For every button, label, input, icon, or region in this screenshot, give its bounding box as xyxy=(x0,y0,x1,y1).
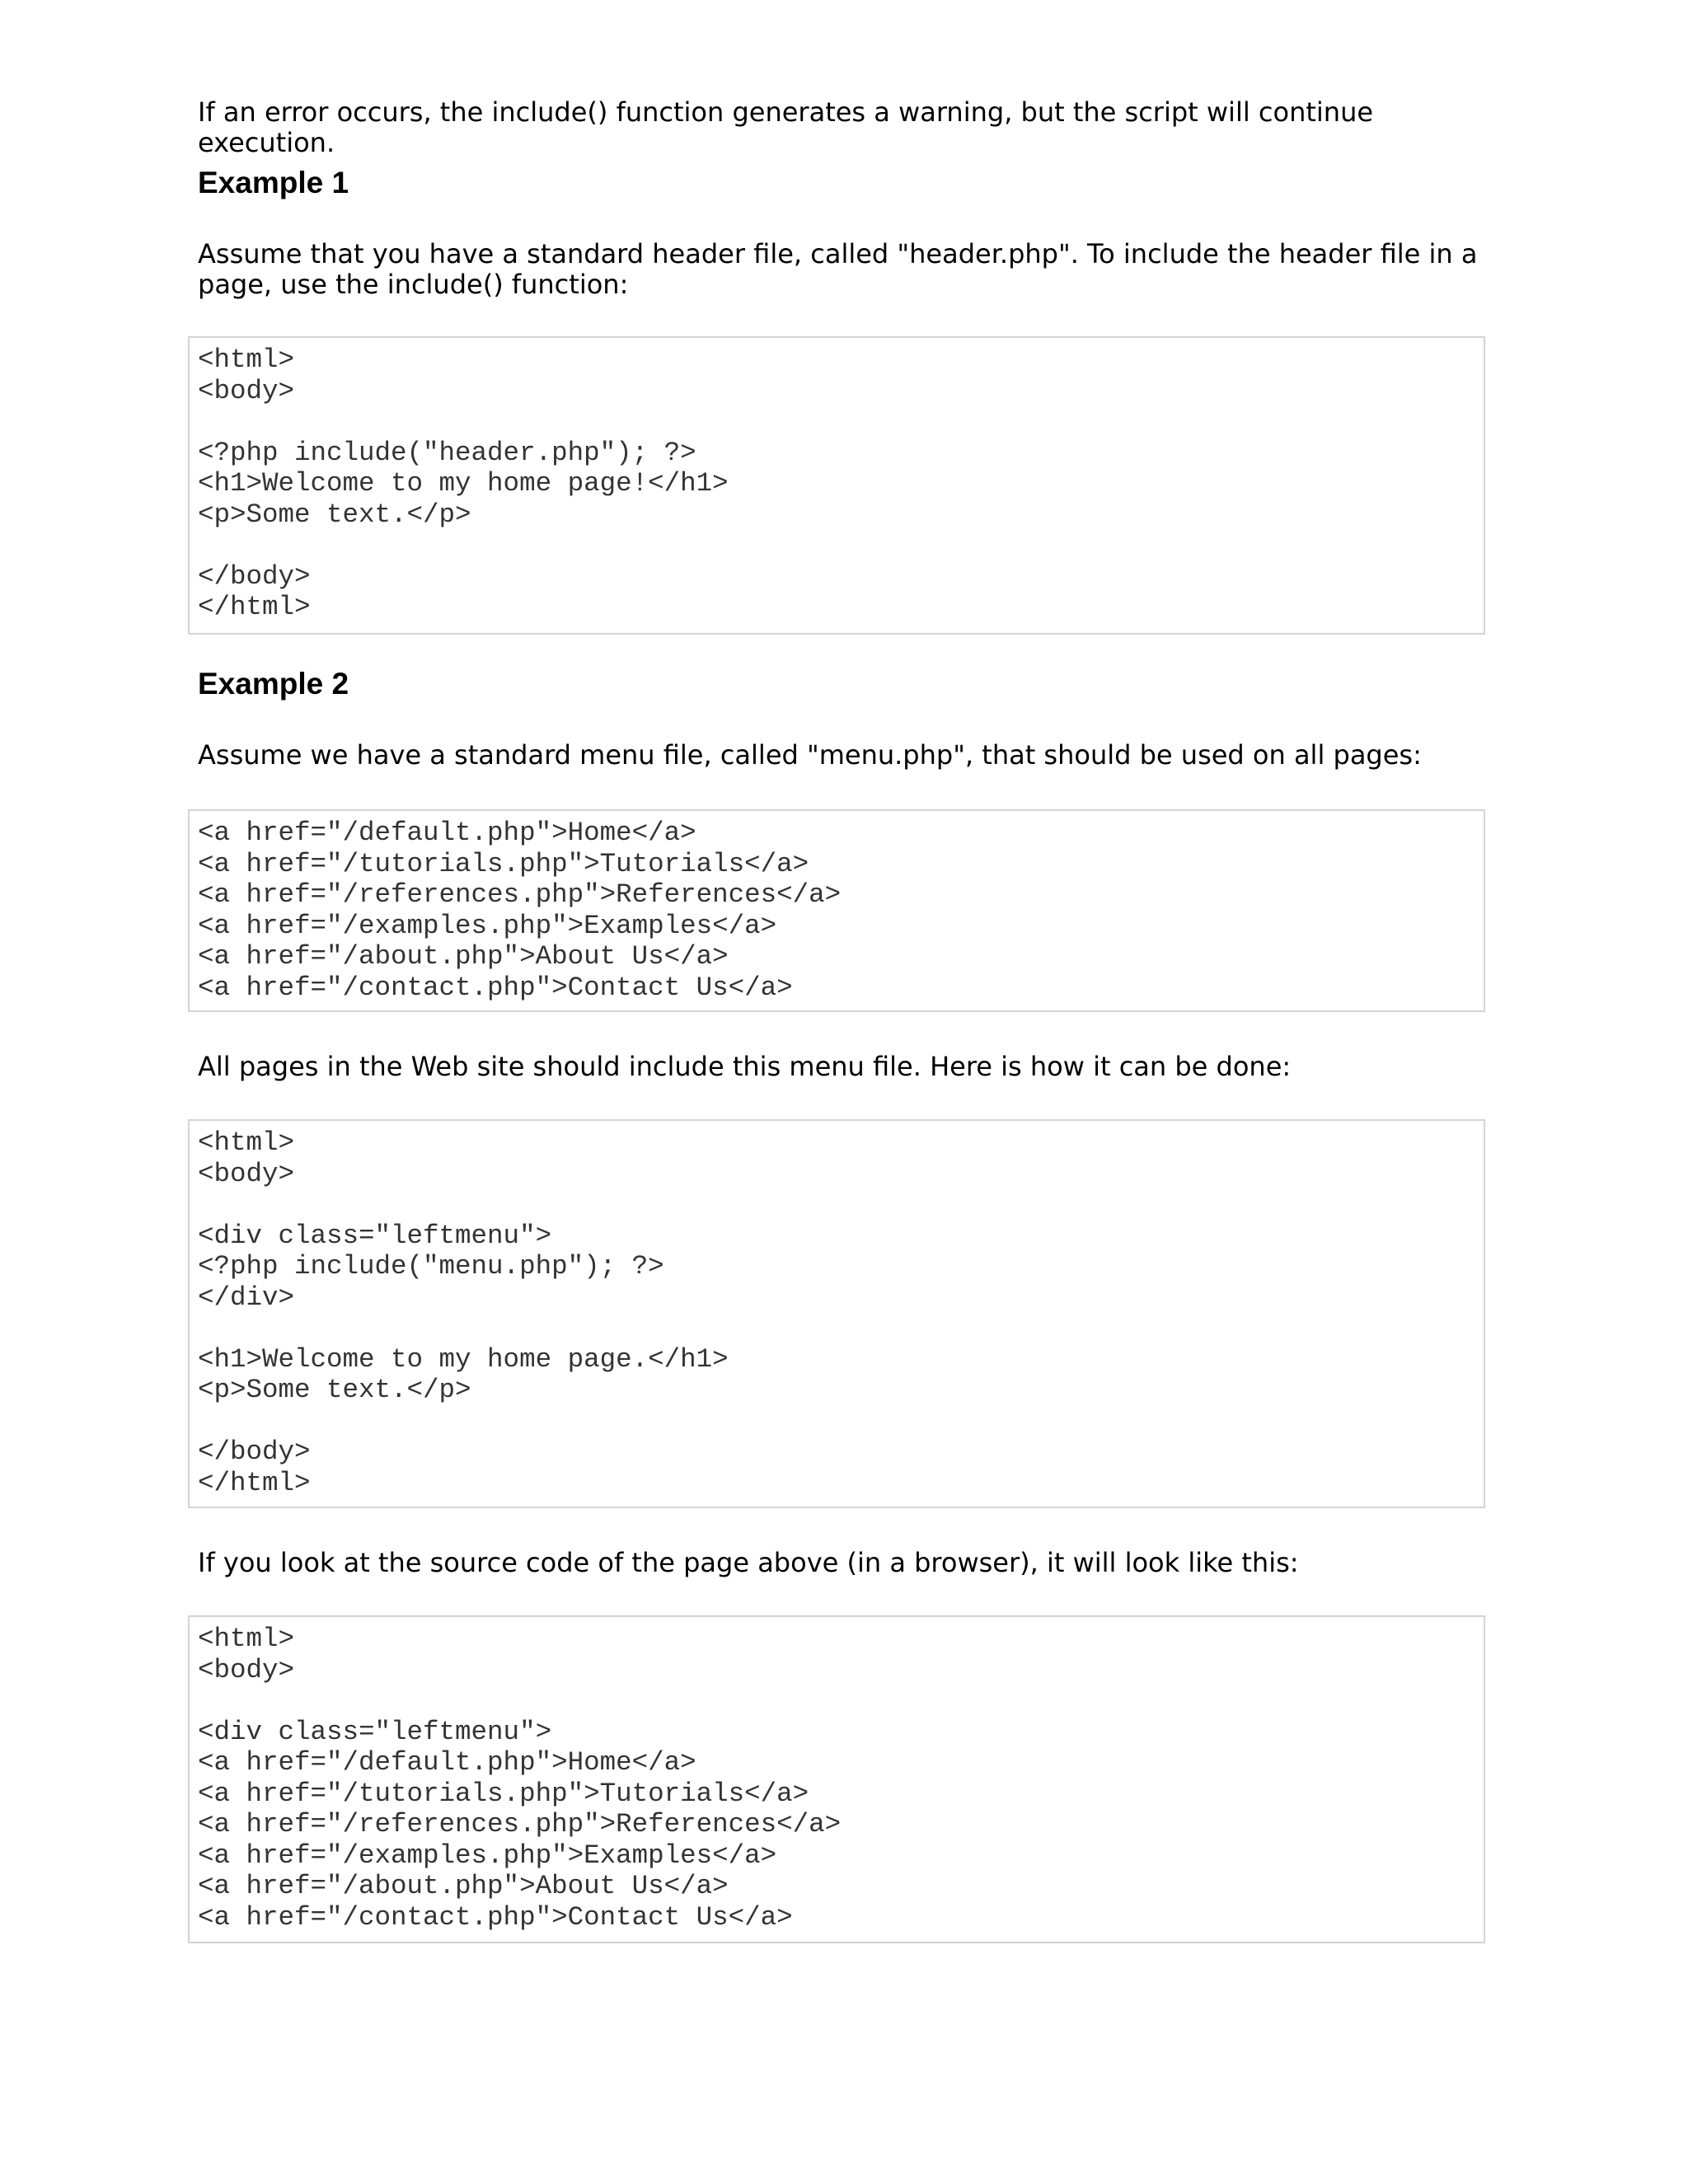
code-line: <body> xyxy=(198,375,295,406)
code-line: <a href="/default.php">Home</a> xyxy=(198,1747,696,1778)
code-line: <body> xyxy=(198,1654,295,1685)
code-line: <a href="/default.php">Home</a> xyxy=(198,818,696,848)
code-line: <html> xyxy=(198,344,295,375)
code-line xyxy=(198,1313,1475,1344)
code-line: </div> xyxy=(198,1282,295,1313)
code-line: <a href="/references.php">References</a> xyxy=(198,1809,842,1840)
code-line: <html> xyxy=(198,1127,295,1158)
code-line: <body> xyxy=(198,1158,295,1189)
code-line: <p>Some text.</p> xyxy=(198,1375,471,1405)
code-line: <a href="/tutorials.php">Tutorials</a> xyxy=(198,1778,809,1809)
include-menu-paragraph: All pages in the Web site should include this menu file. Here is how it can be done: xyxy=(198,1051,1292,1082)
code-line: <h1>Welcome to my home page.</h1> xyxy=(198,1343,729,1375)
code-line: <h1>Welcome to my home page!</h1> xyxy=(198,468,729,499)
intro-paragraph: If an error occurs, the include() function generates a warning, but the script will continue execution. xyxy=(198,96,1374,158)
code-line: <?php include("menu.php"); ?> xyxy=(198,1251,664,1282)
menu-code-box xyxy=(188,809,1485,1012)
code-line: <a href="/contact.php">Contact Us</a> xyxy=(198,1901,793,1933)
code-line: <html> xyxy=(198,1624,295,1654)
example-2-heading: Example 2 xyxy=(198,667,349,701)
code-line: <a href="/about.php">About Us</a> xyxy=(198,1871,729,1901)
code-line: <div class="leftmenu"> xyxy=(198,1220,552,1251)
example-1-description xyxy=(198,239,1484,300)
code-line xyxy=(198,1406,1475,1437)
code-line: <?php include("header.php"); ?> xyxy=(198,437,696,468)
code-line xyxy=(198,406,1475,438)
code-line: <div class="leftmenu"> xyxy=(198,1716,552,1747)
code-line xyxy=(198,530,1475,561)
example-1-description-line: page, use the include() function: xyxy=(198,269,629,300)
code-line: </html> xyxy=(198,1467,311,1498)
code-line: <a href="/tutorials.php">Tutorials</a> xyxy=(198,848,809,879)
example-2-description: Assume we have a standard menu file, called "menu.php", that should be used on all pages: xyxy=(198,739,1422,771)
code-line: </body> xyxy=(198,1436,311,1467)
code-line: <a href="/examples.php">Examples</a> xyxy=(198,1840,777,1871)
source-code-box xyxy=(188,1615,1485,1943)
code-line: <a href="/references.php">References</a> xyxy=(198,879,842,910)
code-line: </body> xyxy=(198,560,311,592)
code-line xyxy=(198,1189,1475,1221)
code-line: <a href="/contact.php">Contact Us</a> xyxy=(198,972,793,1003)
code-line: <a href="/examples.php">Examples</a> xyxy=(198,910,777,941)
example-1-code-box xyxy=(188,336,1485,635)
code-line: <a href="/about.php">About Us</a> xyxy=(198,941,729,972)
code-line: <p>Some text.</p> xyxy=(198,499,471,530)
code-line: </html> xyxy=(198,592,311,622)
code-line xyxy=(198,1685,1475,1717)
page-code-box xyxy=(188,1119,1485,1508)
example-1-heading: Example 1 xyxy=(198,166,349,199)
example-1-description-line: Assume that you have a standard header file, called "header.php". To include the header file in a xyxy=(198,238,1478,269)
source-code-paragraph: If you look at the source code of the page above (in a browser), it will look like this: xyxy=(198,1547,1299,1578)
